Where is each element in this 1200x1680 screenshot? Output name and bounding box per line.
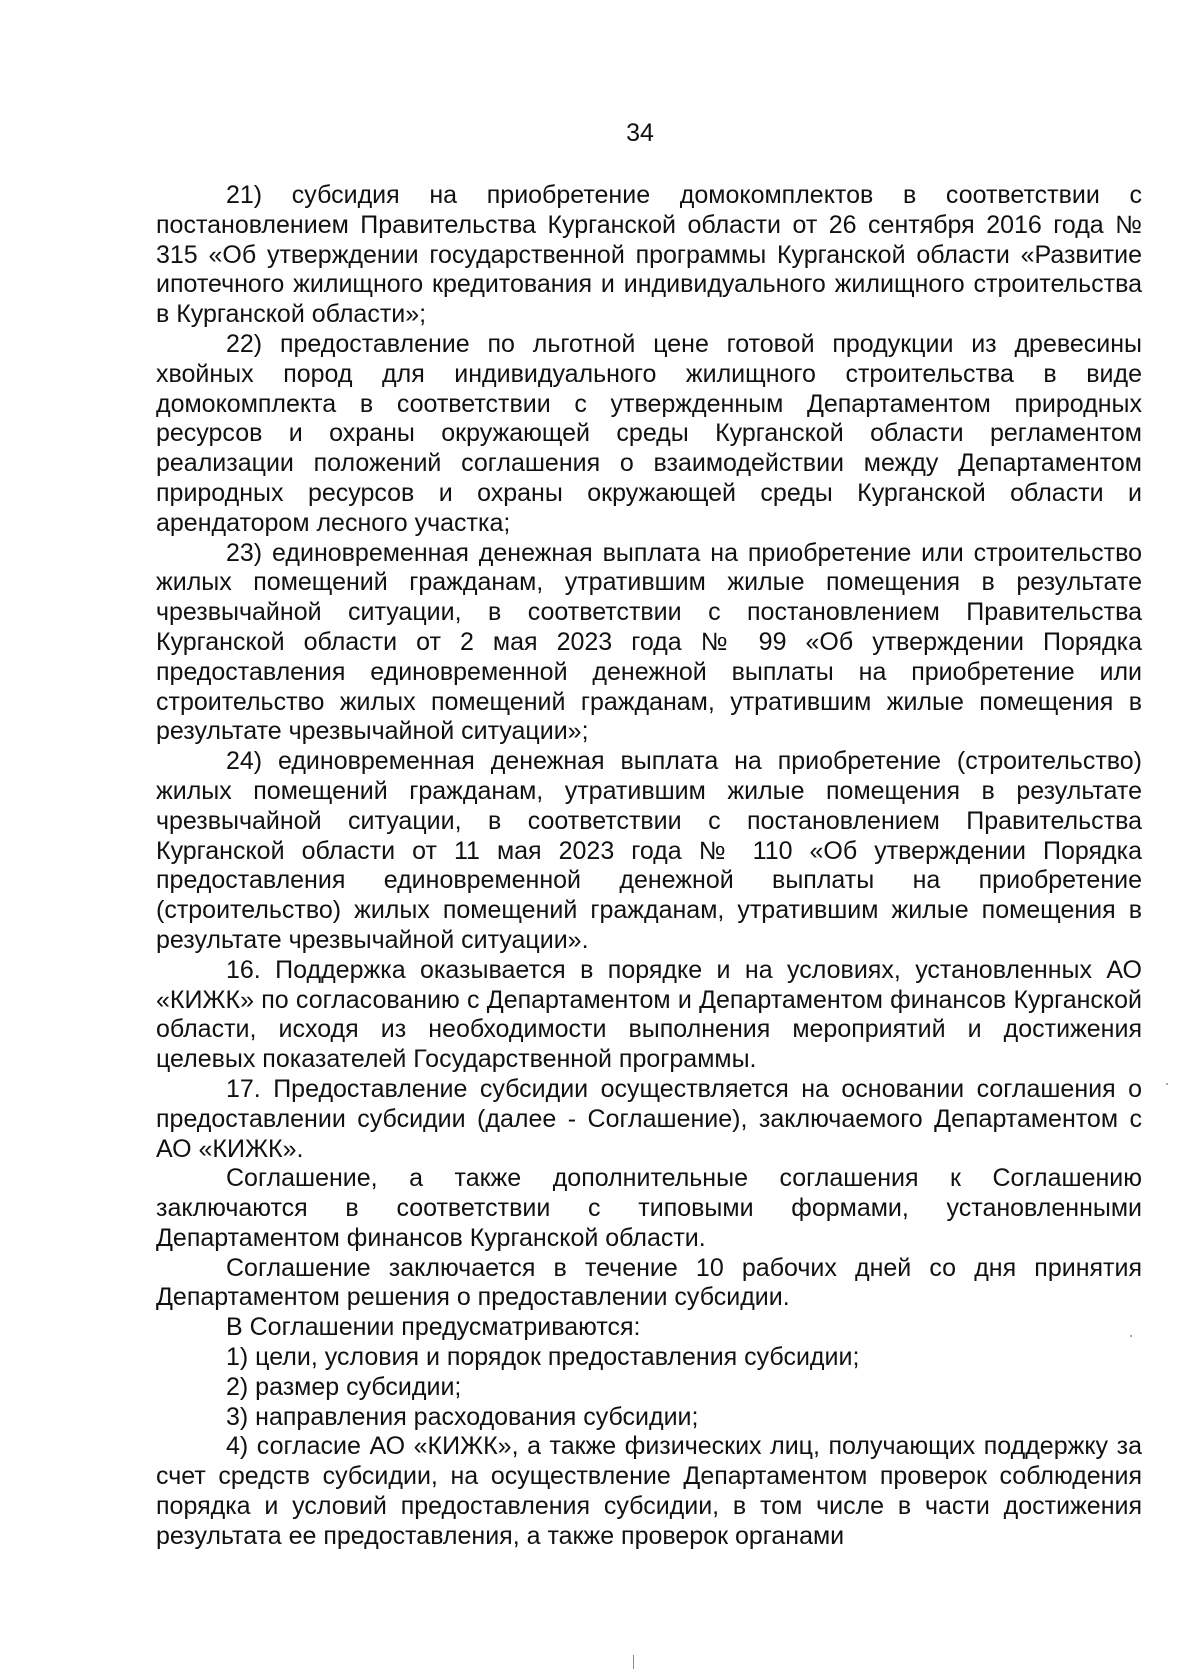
document-body: [156, 181, 1142, 1552]
paragraph-item-23: 23) единовременная денежная выплата на приобретение или строительство жилых помещений гражданам, утратившим жилые помещения в результате чрезвычайной ситуации, в соответствии с постановлением Правительства Курганской области от 2 мая 2023 года № 99 «Об утверждении Порядка предоставления единовременной денежной выплаты на приобретение или строительство жилых помещений гражданам, утратившим жилые помещения в результате чрезвычайной ситуации»;: [156, 538, 1142, 746]
list-item-2: 2) размер субсидии;: [226, 1372, 462, 1401]
paragraph-clause-17: 17. Предоставление субсидии осуществляется на основании соглашения о предоставлении субсидии (далее - Соглашение), заключаемого Департаментом с АО «КИЖК».: [156, 1074, 1142, 1163]
list-item-4: 4) согласие АО «КИЖК», а также физических лиц, получающих поддержку за счет средств субсидии, на осуществление Департаментом проверок соблюдения порядка и условий предоставления субсидии, в том числе в части достижения результата ее предоставления, а также проверок органами: [156, 1432, 1142, 1550]
scan-speck: [1130, 1335, 1132, 1337]
list-item-1: 1) цели, условия и порядок предоставления субсидии;: [226, 1343, 860, 1372]
paragraph-item-21: 21) субсидия на приобретение домокомплектов в соответствии с постановлением Правительства Курганской области от 26 сентября 2016 года № 315 «Об утверждении государственной программы Курганской области «Развитие ипотечного жилищного кредитования и индивидуального жилищного строительства в Курганской области»;: [156, 181, 1142, 329]
paragraph-agreement-provisions-intro: В Соглашении предусматриваются:: [226, 1313, 641, 1342]
paragraph-clause-16: 16. Поддержка оказывается в порядке и на условиях, установленных АО «КИЖК» по согласованию с Департаментом и Департаментом финансов Курганской области, исходя из необходимости выполнения мероприятий и достижения целевых показателей Государственной программы.: [156, 955, 1142, 1074]
paragraph-agreement-forms: Соглашение, а также дополнительные соглашения к Соглашению заключаются в соответствии с типовыми формами, установленными Департаментом финансов Курганской области.: [156, 1164, 1142, 1252]
page-number: 34: [626, 119, 654, 147]
scan-speck: [633, 1655, 634, 1669]
paragraph-item-24: 24) единовременная денежная выплата на приобретение (строительство) жилых помещений гражданам, утратившим жилые помещения в результате чрезвычайной ситуации, в соответствии с постановлением Правительства Курганской области от 11 мая 2023 года № 110 «Об утверждении Порядка предоставления единовременной денежной выплаты на приобретение (строительство) жилых помещений гражданам, утратившим жилые помещения в результате чрезвычайной ситуации».: [156, 747, 1142, 954]
paragraph-agreement-term: Соглашение заключается в течение 10 рабочих дней со дня принятия Департаментом решения о предоставлении субсидии.: [156, 1253, 1142, 1312]
paragraph-item-22: 22) предоставление по льготной цене готовой продукции из древесины хвойных пород для индивидуального жилищного строительства в виде домокомплекта в соответствии с утвержденным Департаментом природных ресурсов и охраны окружающей среды Курганской области регламентом реализации положений соглашения о взаимодействии между Департаментом природных ресурсов и охраны окружающей среды Курганской области и арендатором лесного участка;: [156, 329, 1142, 537]
scan-speck: [1166, 1083, 1168, 1085]
list-item-3: 3) направления расходования субсидии;: [226, 1402, 699, 1431]
